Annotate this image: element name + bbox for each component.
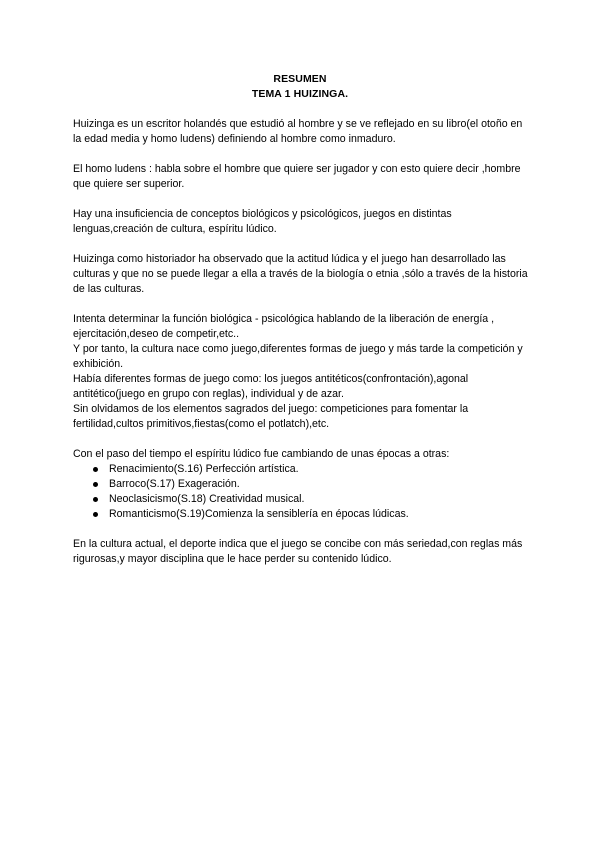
list-item: [73, 462, 533, 477]
list-item: [73, 507, 533, 522]
paragraph-formas-juego: Había diferentes formas de juego como: los juegos antitéticos(confrontación),agonal antitético(juego en grupo con reglas), individual y de azar.: [73, 373, 469, 400]
list-item: [73, 492, 533, 507]
paragraph-cultura-juego: Y por tanto, la cultura nace como juego,diferentes formas de juego y más tarde la competición y exhibición.: [73, 343, 523, 370]
bullet-icon: [93, 497, 98, 502]
paragraph-epocas-intro: Con el paso del tiempo el espíritu lúdico fue cambiando de unas épocas a otras:: [73, 448, 450, 460]
bullet-icon: [93, 482, 98, 487]
bullet-icon: [93, 467, 98, 472]
paragraph-cultura-actual: En la cultura actual, el deporte indica que el juego se concibe con más seriedad,con reglas más rigurosas,y mayor disciplina que le hace perder su contenido lúdico.: [73, 538, 523, 565]
paragraph-intro: Huizinga es un escritor holandés que estudió al hombre y se ve reflejado en su libro(el otoño en la edad media y homo ludens) definiendo al hombre como inmaduro.: [73, 118, 523, 145]
title-line-tema: TEMA 1 HUIZINGA.: [251, 88, 349, 100]
list-item-text: Neoclasicismo(S.18) Creatividad musical.: [109, 493, 305, 505]
epochs-list: [73, 462, 533, 522]
paragraph-homo-ludens: El homo ludens : habla sobre el hombre que quiere ser jugador y con esto quiere decir ,hombre que quiere ser superior.: [73, 163, 521, 190]
title-line-resumen: RESUMEN: [273, 73, 327, 85]
paragraph-insuficiencia: Hay una insuficiencia de conceptos biológicos y psicológicos, juegos en distintas lenguas,creación de cultura, espíritu lúdico.: [73, 208, 452, 235]
paragraph-elementos-sagrados: Sin olvidamos de los elementos sagrados del juego: competiciones para fomentar la fertilidad,cultos primitivos,fiestas(como el potlatch),etc.: [73, 403, 469, 430]
paragraph-funcion-biologica: Intenta determinar la función biológica - psicológica hablando de la liberación de energía , ejercitación,deseo de competir,etc..: [73, 313, 495, 340]
list-item: [73, 477, 533, 492]
paragraph-historiador: Huizinga como historiador ha observado que la actitud lúdica y el juego han desarrollado las culturas y que no se puede llegar a ella a través de la biología o etnia ,sólo a través de la historia de las culturas.: [73, 253, 528, 295]
document-body: [73, 117, 533, 582]
bullet-icon: [93, 512, 98, 517]
list-item-text: Romanticismo(S.19)Comienza la sensiblería en épocas lúdicas.: [109, 508, 409, 520]
list-item-text: Barroco(S.17) Exageración.: [109, 478, 240, 490]
document-title: [0, 72, 600, 102]
list-item-text: Renacimiento(S.16) Perfección artística.: [109, 463, 299, 475]
